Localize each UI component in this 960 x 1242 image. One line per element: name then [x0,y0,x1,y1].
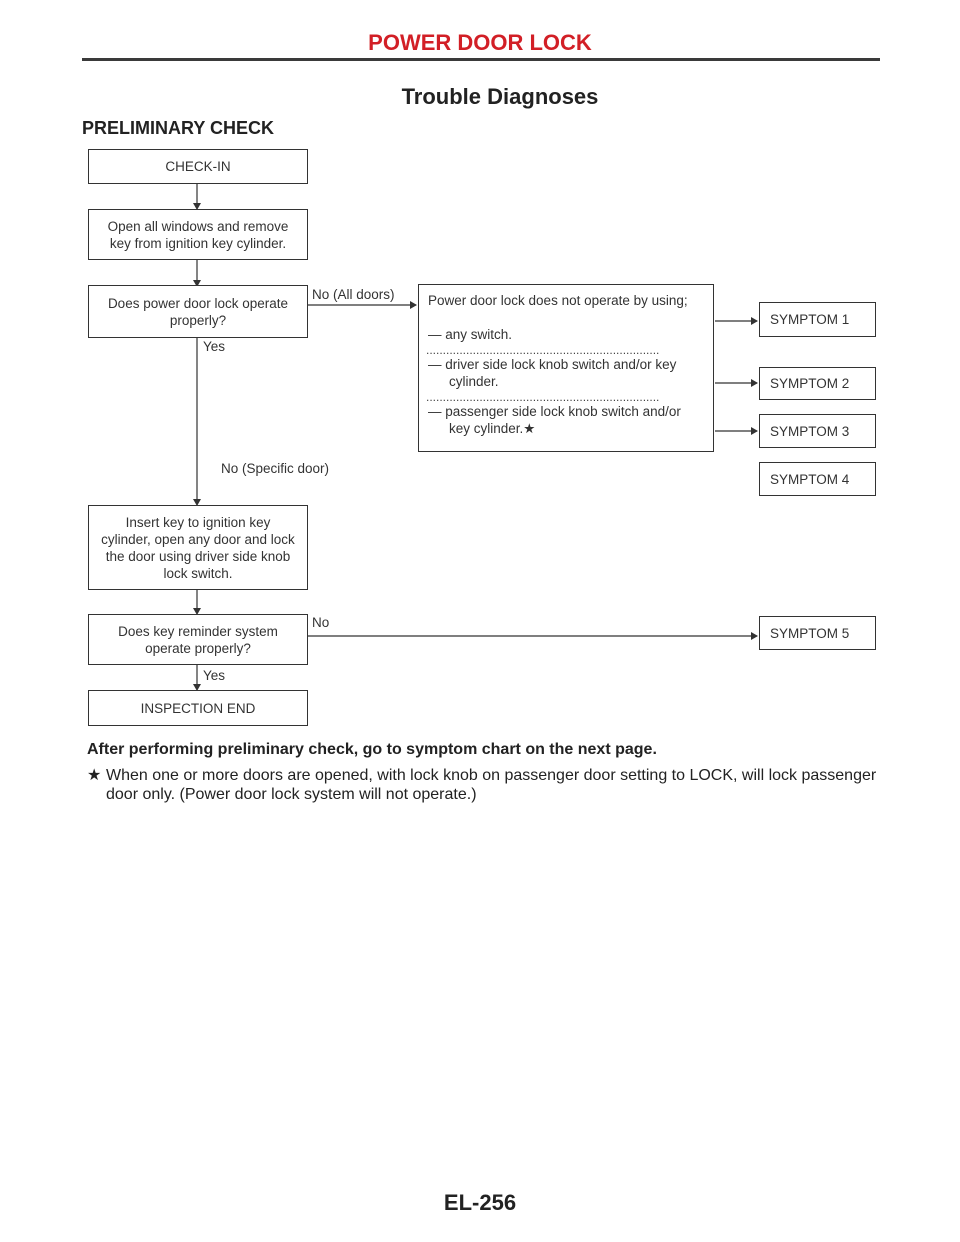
detail-item-driver-1: — driver side lock knob switch and/or key [428,357,677,372]
page-number: EL-256 [443,1190,517,1215]
header-title: POWER DOOR LOCK [368,30,592,55]
symptom-3-box: SYMPTOM 3 [759,414,876,448]
star-note-text: When one or more doors are opened, with lock knob on passenger door setting to LOCK, will lock passenger door only. (Power door lock system will not operate.) [106,767,877,803]
detail-item-any-switch: — any switch. [428,327,513,342]
star-note [87,766,887,804]
detail-heading: Power door lock does not operate by using; [428,293,688,308]
detail-separator-1: ...................................................................... [426,347,660,356]
door-lock-question-box: Does power door lock operate properly? [88,285,308,338]
yes-label-2: Yes [203,668,226,683]
main-note: After performing preliminary check, go to symptom chart on the next page. [87,741,657,758]
detail-item-passenger-2: key cylinder.★ [449,421,536,436]
no-label-2: No [312,615,330,630]
no-specific-door-label: No (Specific door) [221,461,330,476]
yes-label-1: Yes [203,339,226,354]
key-reminder-question-box: Does key reminder system operate properly? [88,614,308,665]
inspection-end-box: INSPECTION END [88,690,308,726]
symptom-4-box: SYMPTOM 4 [759,462,876,496]
symptom-1-box: SYMPTOM 1 [759,302,876,337]
section-title: PRELIMINARY CHECK [82,118,275,138]
page-title: Trouble Diagnoses [401,84,599,109]
symptom-5-box: SYMPTOM 5 [759,616,876,650]
insert-key-box: Insert key to ignition key cylinder, open any door and lock the door using driver side knob lock switch. [88,505,308,590]
check-in-box: CHECK-IN [88,149,308,184]
open-windows-box: Open all windows and remove key from ignition key cylinder. [88,209,308,260]
detail-item-driver-2: cylinder. [449,374,499,389]
star-symbol: ★ [87,767,102,784]
detail-separator-2: ...................................................................... [426,394,660,403]
detail-box [418,284,714,452]
no-all-doors-label: No (All doors) [312,287,395,302]
symptom-2-box: SYMPTOM 2 [759,367,876,400]
detail-item-passenger-1: — passenger side lock knob switch and/or [428,404,681,419]
